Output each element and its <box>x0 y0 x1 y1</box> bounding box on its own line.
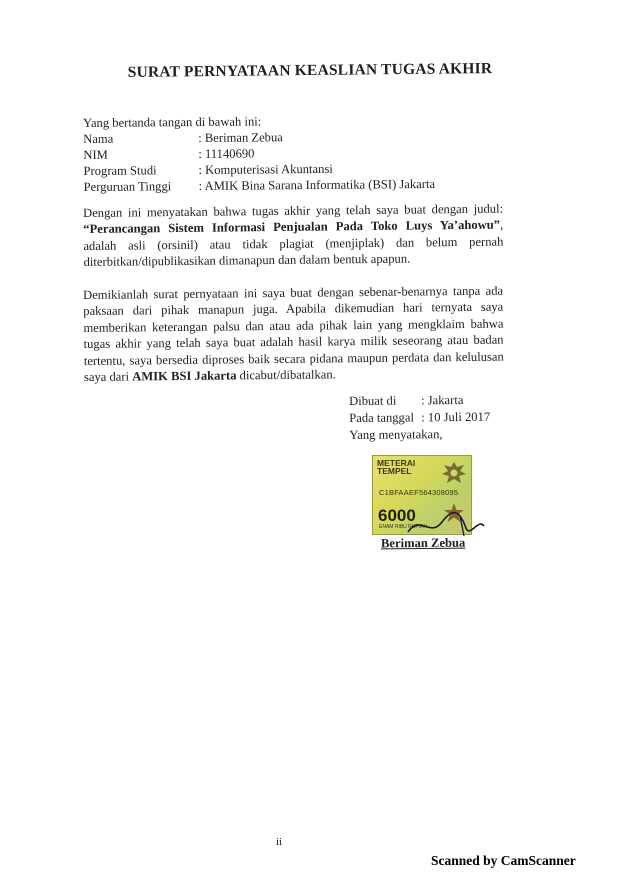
date-label: Pada tanggal <box>349 410 414 425</box>
field-row-university <box>84 176 436 195</box>
signer-name: Beriman Zebua <box>380 535 466 551</box>
declaration-tail: dicabut/dibatalkan. <box>236 367 336 383</box>
field-label: Nama <box>83 131 114 146</box>
garuda-emblem-icon <box>441 460 467 488</box>
page-number: ii <box>276 836 283 848</box>
field-label: NIM <box>83 147 108 162</box>
field-value: : Beriman Zebua <box>198 130 283 145</box>
stamp-serial: C1BFAAEF564308095 <box>379 488 459 497</box>
identity-block <box>83 112 435 195</box>
stamp-title: METERAI TEMPEL <box>377 458 416 476</box>
stamp-subtext: ENAM RIBU RUPIAH <box>379 524 428 530</box>
field-value: : AMIK Bina Sarana Informatika (BSI) Jakarta <box>198 176 436 193</box>
field-label: Program Studi <box>83 163 157 178</box>
statement-lead: Dengan ini menyatakan bahwa tugas akhir yang telah saya buat dengan judul: <box>83 201 504 220</box>
document-title: SURAT PERNYATAAN KEASLIAN TUGAS AKHIR <box>127 60 493 81</box>
intro-line: Yang bertanda tangan di bawah ini: <box>83 114 262 130</box>
institution-name: AMIK BSI Jakarta <box>132 368 237 384</box>
declaration-lead: Demikianlah surat pernyataan ini saya buat dengan sebenar-benarnya tanpa ada paksaan dari pihak manapun juga. Apabila dikemudian hari ternyata saya memberikan keterangan palsu dan atau ada pihak lain yang mengklaim bahwa tugas akhir yang telah saya buat adalah hasil karya milik seseorang atau badan tertentu, saya bersedia diproses baik secara pidana maupun perdata dan kelulusan saya dari <box>83 283 504 385</box>
signature-block <box>349 392 490 444</box>
place-row <box>349 392 490 410</box>
scanner-watermark: Scanned by CamScanner <box>431 853 576 868</box>
place-label: Dibuat di <box>349 393 397 408</box>
stamp-value: 6000 <box>378 506 416 525</box>
closing-line: Yang menyatakan, <box>349 427 443 442</box>
field-label: Perguruan Tinggi <box>83 179 172 194</box>
date-value: : 10 Juli 2017 <box>421 409 491 425</box>
statement-tail: , adalah asli (orsinil) atau tidak plagiat (menjiplak) dan belum pernah diterbitkan/dipublikasikan dimanapun dan dalam bentuk apapun. <box>83 218 504 270</box>
place-value: : Jakarta <box>421 393 464 408</box>
statement-paragraph <box>83 201 504 271</box>
field-value: : Komputerisasi Akuntansi <box>198 161 333 177</box>
date-row <box>349 409 490 427</box>
thesis-title: “Perancangan Sistem Informasi Penjualan Pada Toko Luys Ya’ahowu” <box>83 218 501 237</box>
declaration-paragraph <box>83 283 504 386</box>
field-value: : 11140690 <box>198 146 255 161</box>
